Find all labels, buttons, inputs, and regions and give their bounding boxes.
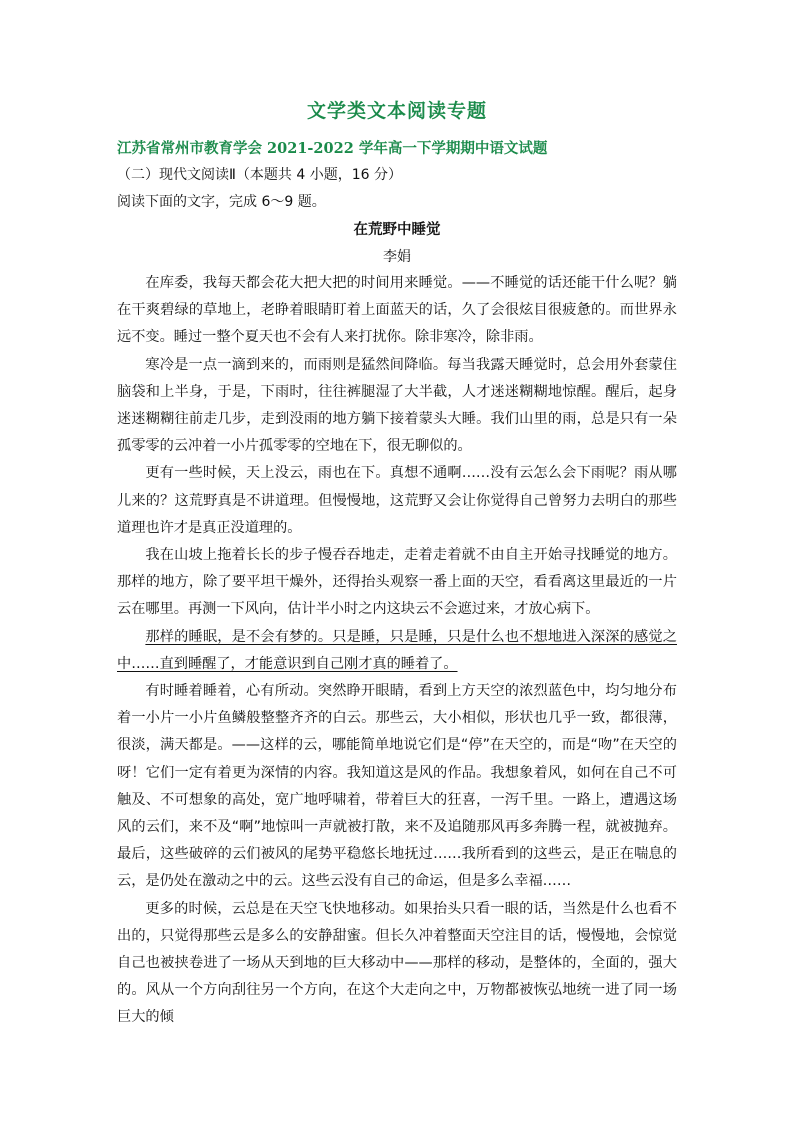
- exam-source: 江苏省常州市教育学会 2021-2022 学年高一下学期期中语文试题: [117, 140, 548, 157]
- document-title: 文学类文本阅读专题: [306, 100, 487, 122]
- essay-body: [117, 270, 677, 1032]
- paragraph-3: 更有一些时候，天上没云，雨也在下。真想不通啊……没有云怎么会下雨呢？雨从哪儿来的？这荒野真是不讲道理。但慢慢地，这荒野又会让你觉得自己曾努力去明白的那些道理也许才是真正没道理的。: [117, 465, 677, 536]
- paragraph-6: 有时睡着睡着，心有所动。突然睁开眼睛，看到上方天空的浓烈蓝色中，均匀地分布着一小片一小片鱼鳞般整整齐齐的白云。那些云，大小相似，形状也几乎一致，都很薄，很淡，满天都是。——这样的云，哪能简单地说它们是“停”在天空的，而是“吻”在天空的呀！它们一定有着更为深情的内容。我知道这是风的作品。我想象着风，如何在自己不可触及、不可想象的高处，宽广地呼啸着，带着巨大的狂喜，一泻千里。一路上，遭遇这场风的云们，来不及“啊”地惊叫一声就被打散，来不及追随那风再多奔腾一程，就被抛弃。最后，这些破碎的云们被风的尾势平稳悠长地抚过……我所看到的这些云，是正在喘息的云，是仍处在激动之中的云。这些云没有自己的命运，但是多么幸福……: [117, 683, 677, 890]
- reading-instruction: 阅读下面的文字，完成 6～9 题。: [117, 194, 326, 210]
- essay-author: 李娟: [383, 249, 411, 265]
- paragraph-7: 更多的时候，云总是在天空飞快地移动。如果抬头只看一眼的话，当然是什么也看不出的，只觉得那些云是多么的安静甜蜜。但长久冲着整面天空注目的话，慢慢地，会惊觉自己也被挟卷进了一场从天到地的巨大移动中——那样的移动，是整体的，全面的，强大的。风从一个方向刮往另一个方向，在这个大走向之中，万物都被恢弘地统一进了同一场巨大的倾: [117, 900, 677, 1026]
- paragraph-2: 寒冷是一点一滴到来的，而雨则是猛然间降临。每当我露天睡觉时，总会用外套蒙住脑袋和上半身，于是，下雨时，往往裤腿湿了大半截，人才迷迷糊糊地惊醒。醒后，起身迷迷糊糊往前走几步，走到没雨的地方躺下接着蒙头大睡。我们山里的雨，总是只有一朵孤零零的云冲着一小片孤零零的空地在下，很无聊似的。: [117, 356, 677, 455]
- paragraph-4: 我在山坡上拖着长长的步子慢吞吞地走，走着走着就不由自主开始寻找睡觉的地方。那样的地方，除了要平坦干燥外，还得抬头观察一番上面的天空，看看离这里最近的一片云在哪里。再测一下风向，估计半小时之内这块云不会遮过来，才放心病下。: [117, 547, 677, 618]
- paragraph-1: 在库委，我每天都会花大把大把的时间用来睡觉。——不睡觉的话还能干什么呢？躺在干爽碧绿的草地上，老睁着眼睛盯着上面蓝天的话，久了会很炫目很疲惫的。而世界永远不变。睡过一整个夏天也不会有人来打扰你。除非寒冷，除非雨。: [117, 275, 677, 346]
- underlined-sentence: 那样的睡眠，是不会有梦的。只是睡，只是睡，只是什么也不想地进入深深的感觉之中……直到睡醒了，才能意识到自己刚才真的睡着了。: [117, 628, 677, 672]
- essay-title: 在荒野中睡觉: [353, 222, 441, 238]
- paragraph-5-underlined: [117, 624, 677, 678]
- section-heading: （二）现代文阅读Ⅱ（本题共 4 小题，16 分）: [117, 167, 402, 183]
